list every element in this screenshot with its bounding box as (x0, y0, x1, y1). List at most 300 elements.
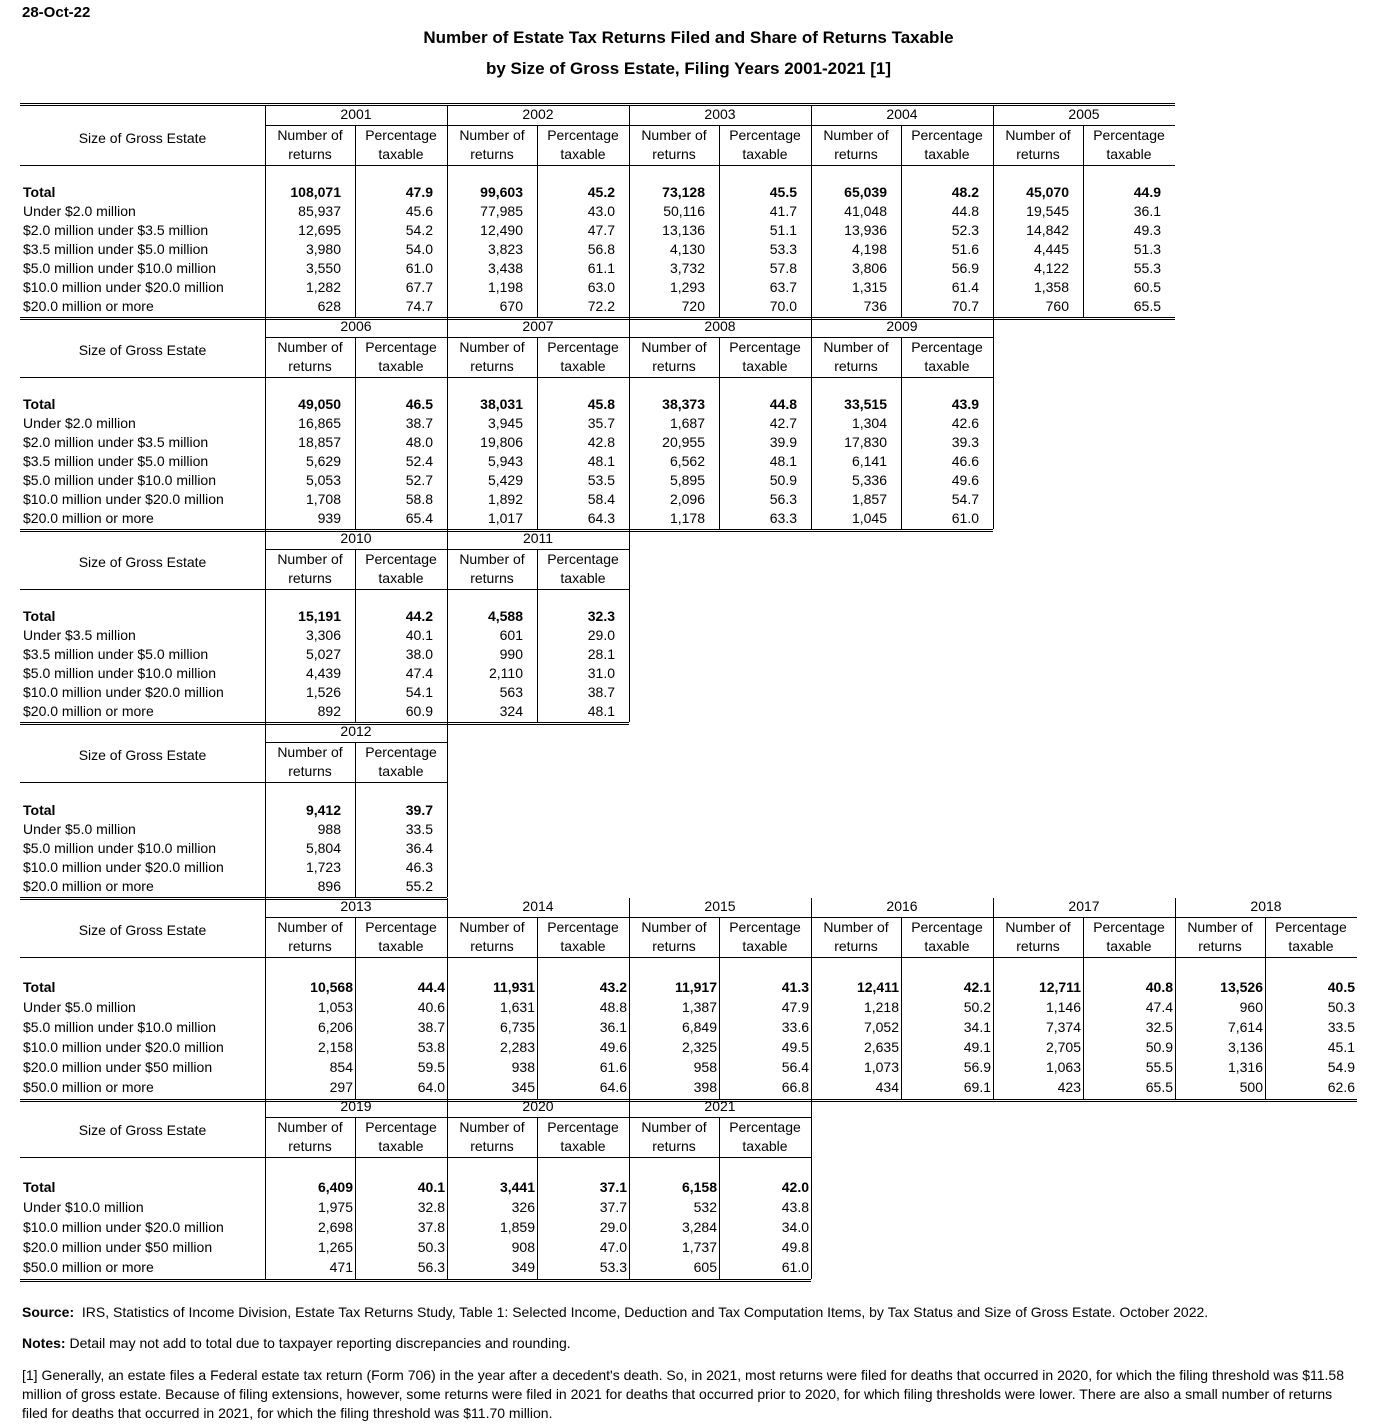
number-of-returns-value: 5,629 (305, 453, 341, 469)
number-of-returns-header-line1: Number of (823, 339, 889, 355)
number-of-returns-header-line1: Number of (459, 1119, 525, 1135)
number-of-returns-value: 12,711 (1038, 979, 1081, 995)
number-of-returns-value: 471 (329, 1259, 353, 1275)
number-of-returns-value: 20,955 (662, 434, 705, 450)
number-of-returns-header-line2: returns (288, 358, 332, 374)
number-of-returns-value: 14,842 (1026, 222, 1069, 238)
percentage-taxable-header-line1: Percentage (729, 919, 801, 935)
report-date: 28-Oct-22 (22, 4, 91, 21)
number-of-returns-value: 7,614 (1227, 1019, 1263, 1035)
number-of-returns-header-line2: returns (834, 358, 878, 374)
percentage-taxable-value: 39.3 (951, 434, 979, 450)
number-of-returns-value: 3,441 (499, 1179, 535, 1195)
percentage-taxable-header-line1: Percentage (547, 339, 619, 355)
percentage-taxable-header-line1: Percentage (911, 339, 983, 355)
row-label: $2.0 million under $3.5 million (23, 434, 209, 450)
row-label: Total (23, 802, 56, 818)
number-of-returns-value: 2,325 (681, 1039, 717, 1055)
percentage-taxable-value: 47.7 (587, 222, 615, 238)
row-label: $3.5 million under $5.0 million (23, 646, 209, 662)
percentage-taxable-value: 56.3 (769, 491, 797, 507)
percentage-taxable-value: 50.3 (1327, 999, 1355, 1015)
number-of-returns-value: 908 (511, 1239, 535, 1255)
row-label: Under $2.0 million (23, 203, 136, 219)
number-of-returns-value: 13,936 (844, 222, 887, 238)
number-of-returns-value: 1,198 (487, 279, 523, 295)
row-label: $20.0 million or more (23, 703, 154, 719)
number-of-returns-value: 423 (1057, 1079, 1081, 1095)
percentage-taxable-value: 28.1 (587, 646, 615, 662)
percentage-taxable-value: 47.9 (405, 184, 433, 200)
percentage-taxable-header-line2: taxable (378, 570, 424, 586)
year-header: 2021 (704, 1098, 736, 1114)
size-of-gross-estate-header: Size of Gross Estate (78, 554, 207, 570)
year-header: 2015 (704, 898, 736, 914)
percentage-taxable-value: 48.1 (587, 703, 615, 719)
percentage-taxable-value: 37.7 (599, 1199, 627, 1215)
number-of-returns-header-line1: Number of (459, 551, 525, 567)
percentage-taxable-header-line1: Percentage (547, 127, 619, 143)
number-of-returns-value: 41,048 (844, 203, 887, 219)
percentage-taxable-value: 67.7 (405, 279, 433, 295)
year-header: 2010 (340, 530, 372, 546)
percentage-taxable-value: 56.9 (963, 1059, 991, 1075)
percentage-taxable-value: 43.8 (781, 1199, 809, 1215)
percentage-taxable-value: 58.8 (405, 491, 433, 507)
number-of-returns-header-line1: Number of (277, 551, 343, 567)
percentage-taxable-header-line1: Percentage (729, 127, 801, 143)
column-divider (811, 1098, 812, 1279)
number-of-returns-value: 1,526 (305, 684, 341, 700)
percentage-taxable-header-line2: taxable (1288, 938, 1334, 954)
number-of-returns-value: 1,316 (1227, 1059, 1263, 1075)
number-of-returns-value: 892 (317, 703, 341, 719)
percentage-taxable-value: 44.8 (951, 203, 979, 219)
number-of-returns-header-line2: returns (470, 1138, 514, 1154)
number-of-returns-value: 2,110 (489, 665, 523, 681)
number-of-returns-value: 938 (511, 1059, 535, 1075)
number-of-returns-value: 532 (693, 1199, 717, 1215)
percentage-taxable-value: 37.8 (417, 1219, 445, 1235)
number-of-returns-value: 2,635 (863, 1039, 899, 1055)
percentage-taxable-value: 54.2 (405, 222, 433, 238)
number-of-returns-value: 3,732 (669, 260, 705, 276)
percentage-taxable-value: 35.7 (587, 415, 615, 431)
number-of-returns-value: 4,130 (669, 241, 705, 257)
row-label: $10.0 million under $20.0 million (23, 491, 224, 507)
number-of-returns-value: 1,017 (487, 510, 523, 526)
percentage-taxable-value: 32.8 (417, 1199, 445, 1215)
number-of-returns-value: 2,283 (499, 1039, 535, 1055)
number-of-returns-value: 7,052 (863, 1019, 899, 1035)
number-of-returns-value: 939 (317, 510, 341, 526)
number-of-returns-header-line2: returns (288, 570, 332, 586)
section-bottom-rule (20, 1279, 811, 1282)
column-divider (629, 530, 630, 722)
number-of-returns-header-line2: returns (470, 146, 514, 162)
number-of-returns-header-line1: Number of (277, 339, 343, 355)
percentage-taxable-header-line1: Percentage (729, 339, 801, 355)
row-label: Total (23, 979, 56, 995)
percentage-taxable-header-line1: Percentage (547, 1119, 619, 1135)
number-of-returns-value: 5,895 (669, 472, 705, 488)
number-of-returns-value: 1,282 (305, 279, 341, 295)
percentage-taxable-value: 44.9 (1133, 184, 1161, 200)
percentage-taxable-value: 56.3 (417, 1259, 445, 1275)
number-of-returns-value: 1,387 (681, 999, 717, 1015)
year-header: 2005 (1068, 106, 1100, 122)
percentage-taxable-value: 42.1 (963, 979, 991, 995)
row-label: $20.0 million or more (23, 878, 154, 894)
size-of-gross-estate-header: Size of Gross Estate (78, 1122, 207, 1138)
number-of-returns-header-line2: returns (470, 570, 514, 586)
number-of-returns-value: 1,265 (317, 1239, 353, 1255)
row-label: Total (23, 1179, 56, 1195)
number-of-returns-value: 3,284 (681, 1219, 717, 1235)
number-of-returns-header-line1: Number of (459, 339, 525, 355)
row-label: Under $2.0 million (23, 415, 136, 431)
percentage-taxable-value: 48.8 (599, 999, 627, 1015)
number-of-returns-value: 3,136 (1227, 1039, 1263, 1055)
percentage-taxable-value: 51.6 (951, 241, 979, 257)
percentage-taxable-value: 36.1 (599, 1019, 627, 1035)
row-label: Under $3.5 million (23, 627, 136, 643)
percentage-taxable-value: 48.2 (951, 184, 979, 200)
number-of-returns-value: 108,071 (290, 184, 341, 200)
number-of-returns-value: 4,122 (1033, 260, 1069, 276)
percentage-taxable-value: 48.0 (405, 434, 433, 450)
number-of-returns-header-line1: Number of (641, 339, 707, 355)
percentage-taxable-value: 47.4 (1145, 999, 1173, 1015)
number-of-returns-value: 1,687 (669, 415, 705, 431)
percentage-taxable-value: 33.5 (1327, 1019, 1355, 1035)
row-label: Total (23, 396, 56, 412)
number-of-returns-value: 3,550 (305, 260, 341, 276)
number-of-returns-value: 1,178 (669, 510, 705, 526)
percentage-taxable-value: 50.3 (417, 1239, 445, 1255)
percentage-taxable-header-line1: Percentage (365, 919, 437, 935)
year-header: 2018 (1250, 898, 1282, 914)
percentage-taxable-value: 42.0 (781, 1179, 809, 1195)
percentage-taxable-value: 29.0 (599, 1219, 627, 1235)
number-of-returns-value: 11,931 (492, 979, 535, 995)
percentage-taxable-value: 31.0 (587, 665, 615, 681)
number-of-returns-header-line1: Number of (277, 919, 343, 935)
percentage-taxable-value: 41.3 (781, 979, 809, 995)
percentage-taxable-value: 40.5 (1327, 979, 1355, 995)
percentage-taxable-header-line2: taxable (560, 938, 606, 954)
number-of-returns-value: 605 (693, 1259, 717, 1275)
number-of-returns-value: 324 (499, 703, 523, 719)
percentage-taxable-value: 38.7 (405, 415, 433, 431)
year-header: 2016 (886, 898, 918, 914)
percentage-taxable-value: 44.8 (769, 396, 797, 412)
row-label: $5.0 million under $10.0 million (23, 472, 216, 488)
number-of-returns-header-line1: Number of (641, 1119, 707, 1135)
number-of-returns-value: 6,141 (851, 453, 887, 469)
notes-text: Detail may not add to total due to taxpayer reporting discrepancies and rounding. (69, 1335, 571, 1351)
number-of-returns-header-line2: returns (288, 938, 332, 954)
notes (22, 1334, 571, 1353)
number-of-returns-header-line2: returns (288, 1138, 332, 1154)
size-of-gross-estate-header: Size of Gross Estate (78, 342, 207, 358)
percentage-taxable-value: 42.8 (587, 434, 615, 450)
number-of-returns-value: 15,191 (298, 608, 341, 624)
percentage-taxable-header-line2: taxable (742, 358, 788, 374)
number-of-returns-value: 5,943 (487, 453, 523, 469)
number-of-returns-value: 760 (1045, 298, 1069, 314)
percentage-taxable-value: 61.1 (587, 260, 615, 276)
number-of-returns-header-line1: Number of (1005, 127, 1071, 143)
percentage-taxable-value: 48.1 (587, 453, 615, 469)
percentage-taxable-value: 29.0 (587, 627, 615, 643)
number-of-returns-value: 49,050 (298, 396, 341, 412)
percentage-taxable-value: 74.7 (405, 298, 433, 314)
percentage-taxable-value: 32.5 (1145, 1019, 1173, 1035)
number-of-returns-value: 1,737 (681, 1239, 717, 1255)
percentage-taxable-value: 49.5 (781, 1039, 809, 1055)
year-header: 2013 (340, 898, 372, 914)
number-of-returns-value: 6,735 (499, 1019, 535, 1035)
report-title-line2: by Size of Gross Estate, Filing Years 2001-2021 [1] (485, 59, 892, 78)
percentage-taxable-header-line1: Percentage (365, 744, 437, 760)
percentage-taxable-header-line2: taxable (742, 146, 788, 162)
number-of-returns-header-line2: returns (1016, 938, 1060, 954)
percentage-taxable-header-line1: Percentage (1093, 127, 1165, 143)
percentage-taxable-value: 45.6 (405, 203, 433, 219)
number-of-returns-value: 326 (511, 1199, 535, 1215)
number-of-returns-value: 628 (317, 298, 341, 314)
number-of-returns-value: 73,128 (662, 184, 705, 200)
number-of-returns-header-line2: returns (834, 146, 878, 162)
number-of-returns-value: 16,865 (298, 415, 341, 431)
row-label: $3.5 million under $5.0 million (23, 241, 209, 257)
number-of-returns-header-line1: Number of (277, 744, 343, 760)
row-label: $5.0 million under $10.0 million (23, 840, 216, 856)
size-of-gross-estate-header: Size of Gross Estate (78, 747, 207, 763)
number-of-returns-header-line2: returns (652, 358, 696, 374)
percentage-taxable-value: 33.5 (405, 821, 433, 837)
percentage-taxable-value: 55.5 (1145, 1059, 1173, 1075)
percentage-taxable-value: 52.3 (951, 222, 979, 238)
number-of-returns-value: 434 (875, 1079, 899, 1095)
percentage-taxable-value: 65.5 (1145, 1079, 1173, 1095)
percentage-taxable-header-line1: Percentage (365, 551, 437, 567)
number-of-returns-value: 1,857 (851, 491, 887, 507)
source-label: Source: (22, 1304, 75, 1320)
number-of-returns-value: 18,857 (298, 434, 341, 450)
percentage-taxable-value: 49.8 (781, 1239, 809, 1255)
percentage-taxable-header-line1: Percentage (1275, 919, 1347, 935)
percentage-taxable-value: 52.4 (405, 453, 433, 469)
percentage-taxable-value: 66.8 (781, 1079, 809, 1095)
number-of-returns-value: 4,588 (487, 608, 523, 624)
percentage-taxable-value: 46.3 (405, 859, 433, 875)
percentage-taxable-header-line2: taxable (742, 1138, 788, 1154)
percentage-taxable-value: 49.6 (599, 1039, 627, 1055)
number-of-returns-value: 1,708 (305, 491, 341, 507)
percentage-taxable-value: 42.6 (951, 415, 979, 431)
header-bottom-rule (20, 1157, 811, 1158)
percentage-taxable-value: 38.7 (587, 684, 615, 700)
year-header: 2002 (522, 106, 554, 122)
percentage-taxable-value: 45.1 (1327, 1039, 1355, 1055)
number-of-returns-value: 1,218 (863, 999, 899, 1015)
number-of-returns-value: 2,096 (669, 491, 705, 507)
percentage-taxable-header-line2: taxable (560, 570, 606, 586)
percentage-taxable-value: 61.0 (405, 260, 433, 276)
percentage-taxable-header-line2: taxable (560, 146, 606, 162)
row-label: $50.0 million or more (23, 1079, 154, 1095)
percentage-taxable-value: 61.4 (951, 279, 979, 295)
header-bottom-rule (20, 377, 993, 378)
number-of-returns-value: 17,830 (844, 434, 887, 450)
percentage-taxable-header-line1: Percentage (365, 339, 437, 355)
percentage-taxable-header-line1: Percentage (365, 127, 437, 143)
number-of-returns-value: 5,027 (305, 646, 341, 662)
header-bottom-rule (20, 165, 1175, 166)
row-label: $3.5 million under $5.0 million (23, 453, 209, 469)
percentage-taxable-value: 44.2 (405, 608, 433, 624)
row-label: $20.0 million or more (23, 510, 154, 526)
row-label: Under $5.0 million (23, 821, 136, 837)
number-of-returns-value: 1,975 (317, 1199, 353, 1215)
size-of-gross-estate-header: Size of Gross Estate (78, 130, 207, 146)
percentage-taxable-header-line2: taxable (1106, 938, 1152, 954)
percentage-taxable-value: 53.5 (587, 472, 615, 488)
percentage-taxable-header-line2: taxable (378, 1138, 424, 1154)
percentage-taxable-value: 40.6 (417, 999, 445, 1015)
column-divider (447, 723, 448, 897)
percentage-taxable-value: 47.4 (405, 665, 433, 681)
number-of-returns-value: 345 (511, 1079, 535, 1095)
number-of-returns-value: 13,526 (1220, 979, 1263, 995)
percentage-taxable-header-line2: taxable (560, 1138, 606, 1154)
percentage-taxable-value: 54.9 (1327, 1059, 1355, 1075)
percentage-taxable-value: 38.0 (405, 646, 433, 662)
percentage-taxable-value: 59.5 (417, 1059, 445, 1075)
year-header: 2004 (886, 106, 918, 122)
column-divider (993, 318, 994, 529)
percentage-taxable-value: 65.5 (1133, 298, 1161, 314)
number-of-returns-value: 99,603 (480, 184, 523, 200)
number-of-returns-value: 12,411 (856, 979, 899, 995)
number-of-returns-value: 854 (329, 1059, 353, 1075)
number-of-returns-header-line2: returns (1016, 146, 1060, 162)
number-of-returns-value: 5,804 (305, 840, 341, 856)
percentage-taxable-value: 64.0 (417, 1079, 445, 1095)
percentage-taxable-value: 69.1 (963, 1079, 991, 1095)
number-of-returns-value: 11,917 (674, 979, 717, 995)
number-of-returns-value: 2,705 (1045, 1039, 1081, 1055)
number-of-returns-value: 19,806 (480, 434, 523, 450)
number-of-returns-value: 1,859 (499, 1219, 535, 1235)
number-of-returns-value: 2,158 (317, 1039, 353, 1055)
percentage-taxable-value: 72.2 (587, 298, 615, 314)
percentage-taxable-value: 63.0 (587, 279, 615, 295)
percentage-taxable-value: 61.6 (599, 1059, 627, 1075)
number-of-returns-value: 1,146 (1045, 999, 1081, 1015)
row-label: $2.0 million under $3.5 million (23, 222, 209, 238)
percentage-taxable-value: 32.3 (587, 608, 615, 624)
year-header: 2020 (522, 1098, 554, 1114)
number-of-returns-header-line2: returns (834, 938, 878, 954)
number-of-returns-value: 1,073 (863, 1059, 899, 1075)
number-of-returns-value: 5,429 (487, 472, 523, 488)
percentage-taxable-value: 39.9 (769, 434, 797, 450)
year-header: 2006 (340, 318, 372, 334)
number-of-returns-value: 1,358 (1033, 279, 1069, 295)
percentage-taxable-value: 58.4 (587, 491, 615, 507)
percentage-taxable-value: 55.2 (405, 878, 433, 894)
row-label: $20.0 million or more (23, 298, 154, 314)
number-of-returns-header-line2: returns (652, 146, 696, 162)
number-of-returns-value: 3,980 (305, 241, 341, 257)
percentage-taxable-header-line2: taxable (1106, 146, 1152, 162)
number-of-returns-value: 6,158 (681, 1179, 717, 1195)
number-of-returns-value: 958 (693, 1059, 717, 1075)
percentage-taxable-value: 47.0 (599, 1239, 627, 1255)
number-of-returns-header-line1: Number of (1187, 919, 1253, 935)
percentage-taxable-value: 48.1 (769, 453, 797, 469)
number-of-returns-header-line2: returns (470, 358, 514, 374)
number-of-returns-value: 398 (693, 1079, 717, 1095)
percentage-taxable-header-line2: taxable (924, 146, 970, 162)
number-of-returns-value: 1,053 (317, 999, 353, 1015)
percentage-taxable-header-line2: taxable (378, 763, 424, 779)
year-header: 2012 (340, 723, 372, 739)
number-of-returns-value: 2,698 (317, 1219, 353, 1235)
percentage-taxable-value: 54.7 (951, 491, 979, 507)
percentage-taxable-value: 34.1 (963, 1019, 991, 1035)
percentage-taxable-value: 55.3 (1133, 260, 1161, 276)
number-of-returns-header-line1: Number of (459, 919, 525, 935)
percentage-taxable-value: 54.1 (405, 684, 433, 700)
year-header: 2007 (522, 318, 554, 334)
number-of-returns-value: 12,490 (480, 222, 523, 238)
percentage-taxable-value: 34.0 (781, 1219, 809, 1235)
percentage-taxable-value: 41.7 (769, 203, 797, 219)
number-of-returns-value: 1,063 (1045, 1059, 1081, 1075)
percentage-taxable-value: 50.9 (769, 472, 797, 488)
number-of-returns-value: 1,045 (851, 510, 887, 526)
number-of-returns-header-line1: Number of (641, 919, 707, 935)
percentage-taxable-value: 40.8 (1145, 979, 1173, 995)
percentage-taxable-value: 50.2 (963, 999, 991, 1015)
percentage-taxable-value: 65.4 (405, 510, 433, 526)
row-label: Total (23, 184, 56, 200)
percentage-taxable-value: 42.7 (769, 415, 797, 431)
year-header: 2011 (522, 530, 554, 546)
percentage-taxable-header-line2: taxable (560, 358, 606, 374)
percentage-taxable-header-line2: taxable (924, 938, 970, 954)
percentage-taxable-value: 52.7 (405, 472, 433, 488)
year-header: 2009 (886, 318, 918, 334)
footnote-1: [1] Generally, an estate files a Federal estate tax return (Form 706) in the year after a decedent's death. So, in 2021, most returns were filed for deaths that occurred in 2020, for which the filing threshold was $11.58 million of gross estate. Because of filing extensions, however, some returns were filed in 2021 for deaths that occurred prior to 2020, for which filing thresholds were lower. There are also a small number of returns filed for deaths that occurred in 2021, for which the filing threshold was $11.70 million. (22, 1367, 1344, 1421)
percentage-taxable-header-line2: taxable (378, 146, 424, 162)
row-label: $10.0 million under $20.0 million (23, 1039, 224, 1055)
percentage-taxable-header-line2: taxable (924, 358, 970, 374)
number-of-returns-value: 10,568 (310, 979, 353, 995)
year-header: 2003 (704, 106, 736, 122)
percentage-taxable-value: 49.1 (963, 1039, 991, 1055)
percentage-taxable-value: 51.3 (1133, 241, 1161, 257)
number-of-returns-value: 601 (499, 627, 523, 643)
percentage-taxable-value: 45.8 (587, 396, 615, 412)
percentage-taxable-value: 61.0 (781, 1259, 809, 1275)
percentage-taxable-value: 61.0 (951, 510, 979, 526)
percentage-taxable-value: 40.1 (405, 627, 433, 643)
